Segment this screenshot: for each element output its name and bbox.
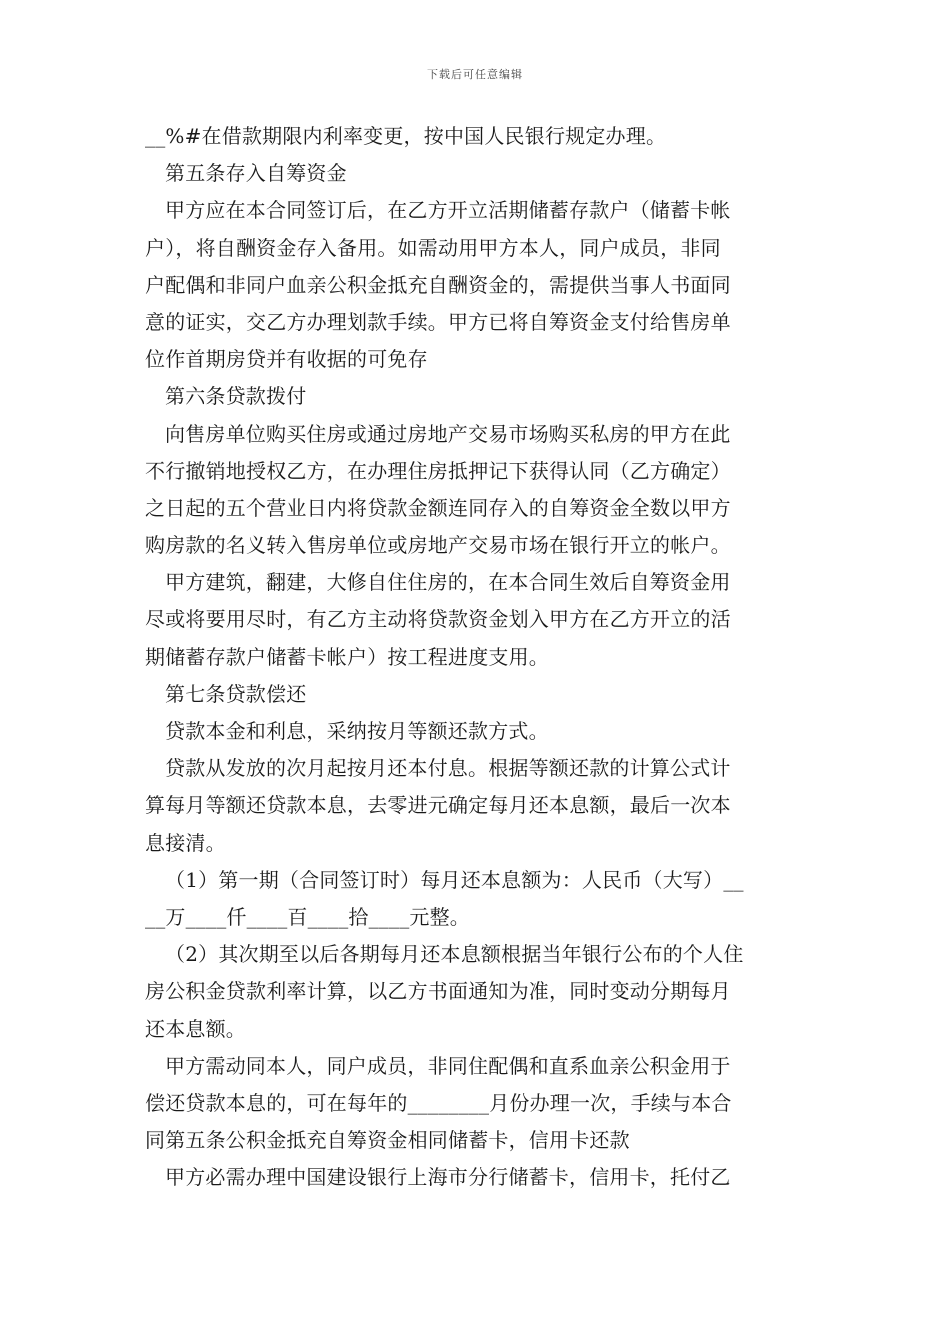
page-header: 下载后可任意编辑 [427, 68, 523, 81]
text-line: 向售房单位购买住房或通过房地产交易市场购买私房的甲方在此 [165, 421, 731, 446]
text-line: 户配偶和非同户血亲公积金抵充自酬资金的，需提供当事人书面同 [145, 272, 731, 297]
text-line: （1）第一期（合同签订时）每月还本息额为：人民币（大写）__ [165, 867, 744, 892]
section-heading: 第七条贷款偿还 [165, 681, 307, 706]
text-line: 位作首期房贷并有收据的可免存 [145, 347, 428, 372]
text-line: 购房款的名义转入售房单位或房地产交易市场在银行开立的帐户。 [145, 533, 731, 558]
text-line: （2）其次期至以后各期每月还本息额根据当年银行公布的个人住 [165, 942, 744, 967]
document-body [145, 118, 810, 1196]
text-line: 贷款本金和利息，采纳按月等额还款方式。 [165, 719, 549, 743]
text-line: __万____仟____百____拾____元整。 [145, 904, 470, 929]
text-line: 尽或将要用尽时，有乙方主动将贷款资金划入甲方在乙方开立的活 [145, 607, 731, 632]
text-line: 甲方必需办理中国建设银行上海市分行储蓄卡，信用卡，托付乙 [165, 1165, 731, 1190]
text-line: 甲方应在本合同签订后，在乙方开立活期储蓄存款户（储蓄卡帐 [165, 198, 731, 223]
text-line: 意的证实，交乙方办理划款手续。甲方已将自筹资金支付给售房单 [145, 309, 731, 334]
text-line: 同第五条公积金抵充自筹资金相同储蓄卡，信用卡还款 [145, 1128, 630, 1153]
text-line: 户），将自酬资金存入备用。如需动用甲方本人，同户成员，非同 [145, 235, 721, 260]
text-line: 偿还贷款本息的，可在每年的________月份办理一次，手续与本合 [145, 1090, 732, 1115]
text-line: __%#在借款期限内利率变更，按中国人民银行规定办理。 [145, 124, 667, 148]
text-line: 算每月等额还贷款本息，去零进元确定每月还本息额，最后一次本 [145, 793, 731, 818]
text-line: 期储蓄存款户储蓄卡帐户）按工程进度支用。 [145, 644, 549, 669]
text-line: 房公积金贷款利率计算，以乙方书面通知为准，同时变动分期每月 [145, 979, 731, 1004]
text-line: 之日起的五个营业日内将贷款金额连同存入的自筹资金全数以甲方 [145, 495, 731, 520]
text-line: 不行撤销地授权乙方，在办理住房抵押记下获得认同（乙方确定） [145, 458, 731, 483]
section-heading: 第六条贷款拨付 [165, 384, 307, 409]
text-line: 贷款从发放的次月起按月还本付息。根据等额还款的计算公式计 [165, 756, 731, 781]
text-line: 甲方建筑，翻建，大修自住住房的，在本合同生效后自筹资金用 [165, 570, 731, 595]
text-line: 息接清。 [145, 830, 226, 855]
text-line: 还本息额。 [145, 1016, 246, 1041]
text-line: 甲方需动同本人，同户成员，非同住配偶和直系血亲公积金用于 [165, 1053, 731, 1078]
section-heading: 第五条存入自筹资金 [165, 161, 347, 186]
